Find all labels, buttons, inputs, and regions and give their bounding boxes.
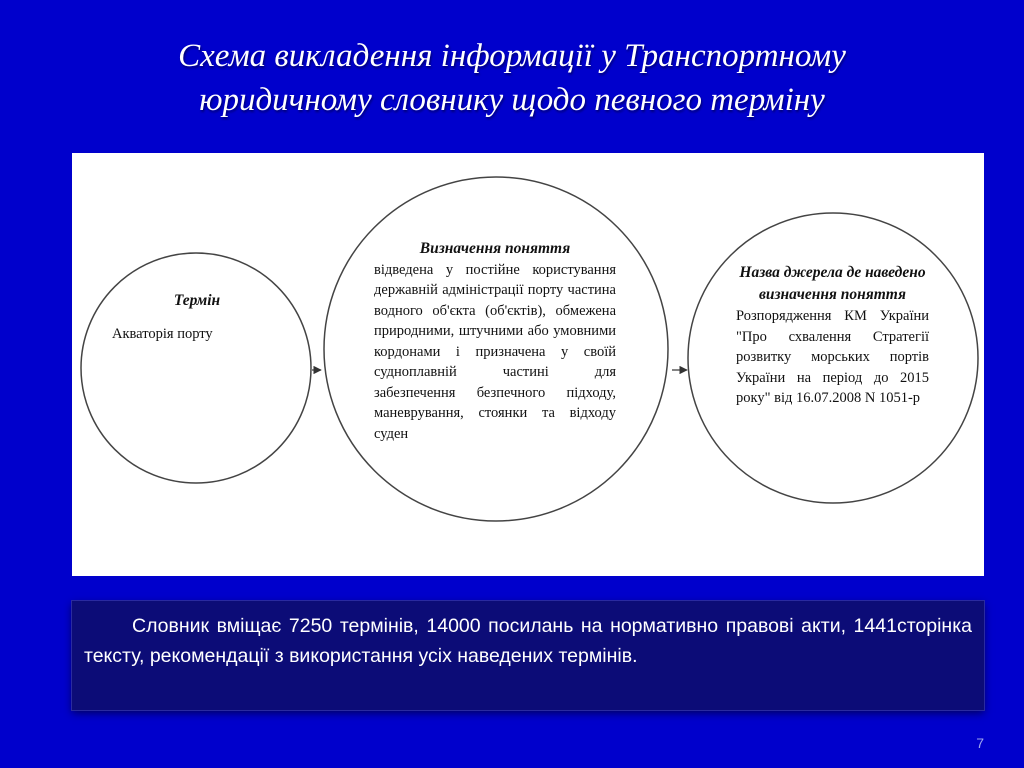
definition-heading: Визначення поняття xyxy=(419,240,571,257)
slide-number: 7 xyxy=(976,735,984,751)
source-node xyxy=(736,262,929,409)
term-node xyxy=(112,291,282,344)
slide-title: Схема викладення інформації у Транспортному юридичному словнику щодо певного терміну xyxy=(178,38,846,118)
definition-node xyxy=(374,239,616,444)
term-circle xyxy=(81,253,311,483)
term-value: Акваторія порту xyxy=(112,325,213,342)
dictionary-summary-text: Словник вміщає 7250 термінів, 14000 посилань на нормативно правові акти, 1441сторінка тексту, рекомендації з використання усіх наведених термінів. xyxy=(84,615,972,667)
term-heading: Термін xyxy=(173,292,221,309)
diagram-panel xyxy=(72,153,984,576)
definition-text: відведена у постійне користування державній адміністрації порту частина водного об'єкта (об'єктів), обмежена природними, штучними або умовними кордонами і призначена у своїй судноплавній частині для забезпечення безпечного підходу, маневрування, стоянки та відходу суден xyxy=(374,261,616,442)
dictionary-summary-box xyxy=(72,601,984,710)
source-heading: Назва джерела де наведено визначення поняття xyxy=(739,264,926,303)
source-text: Розпорядження КМ України "Про схвалення Стратегії розвитку морських портів України на період до 2015 року" від 16.07.2008 N 1051-р xyxy=(736,308,929,406)
